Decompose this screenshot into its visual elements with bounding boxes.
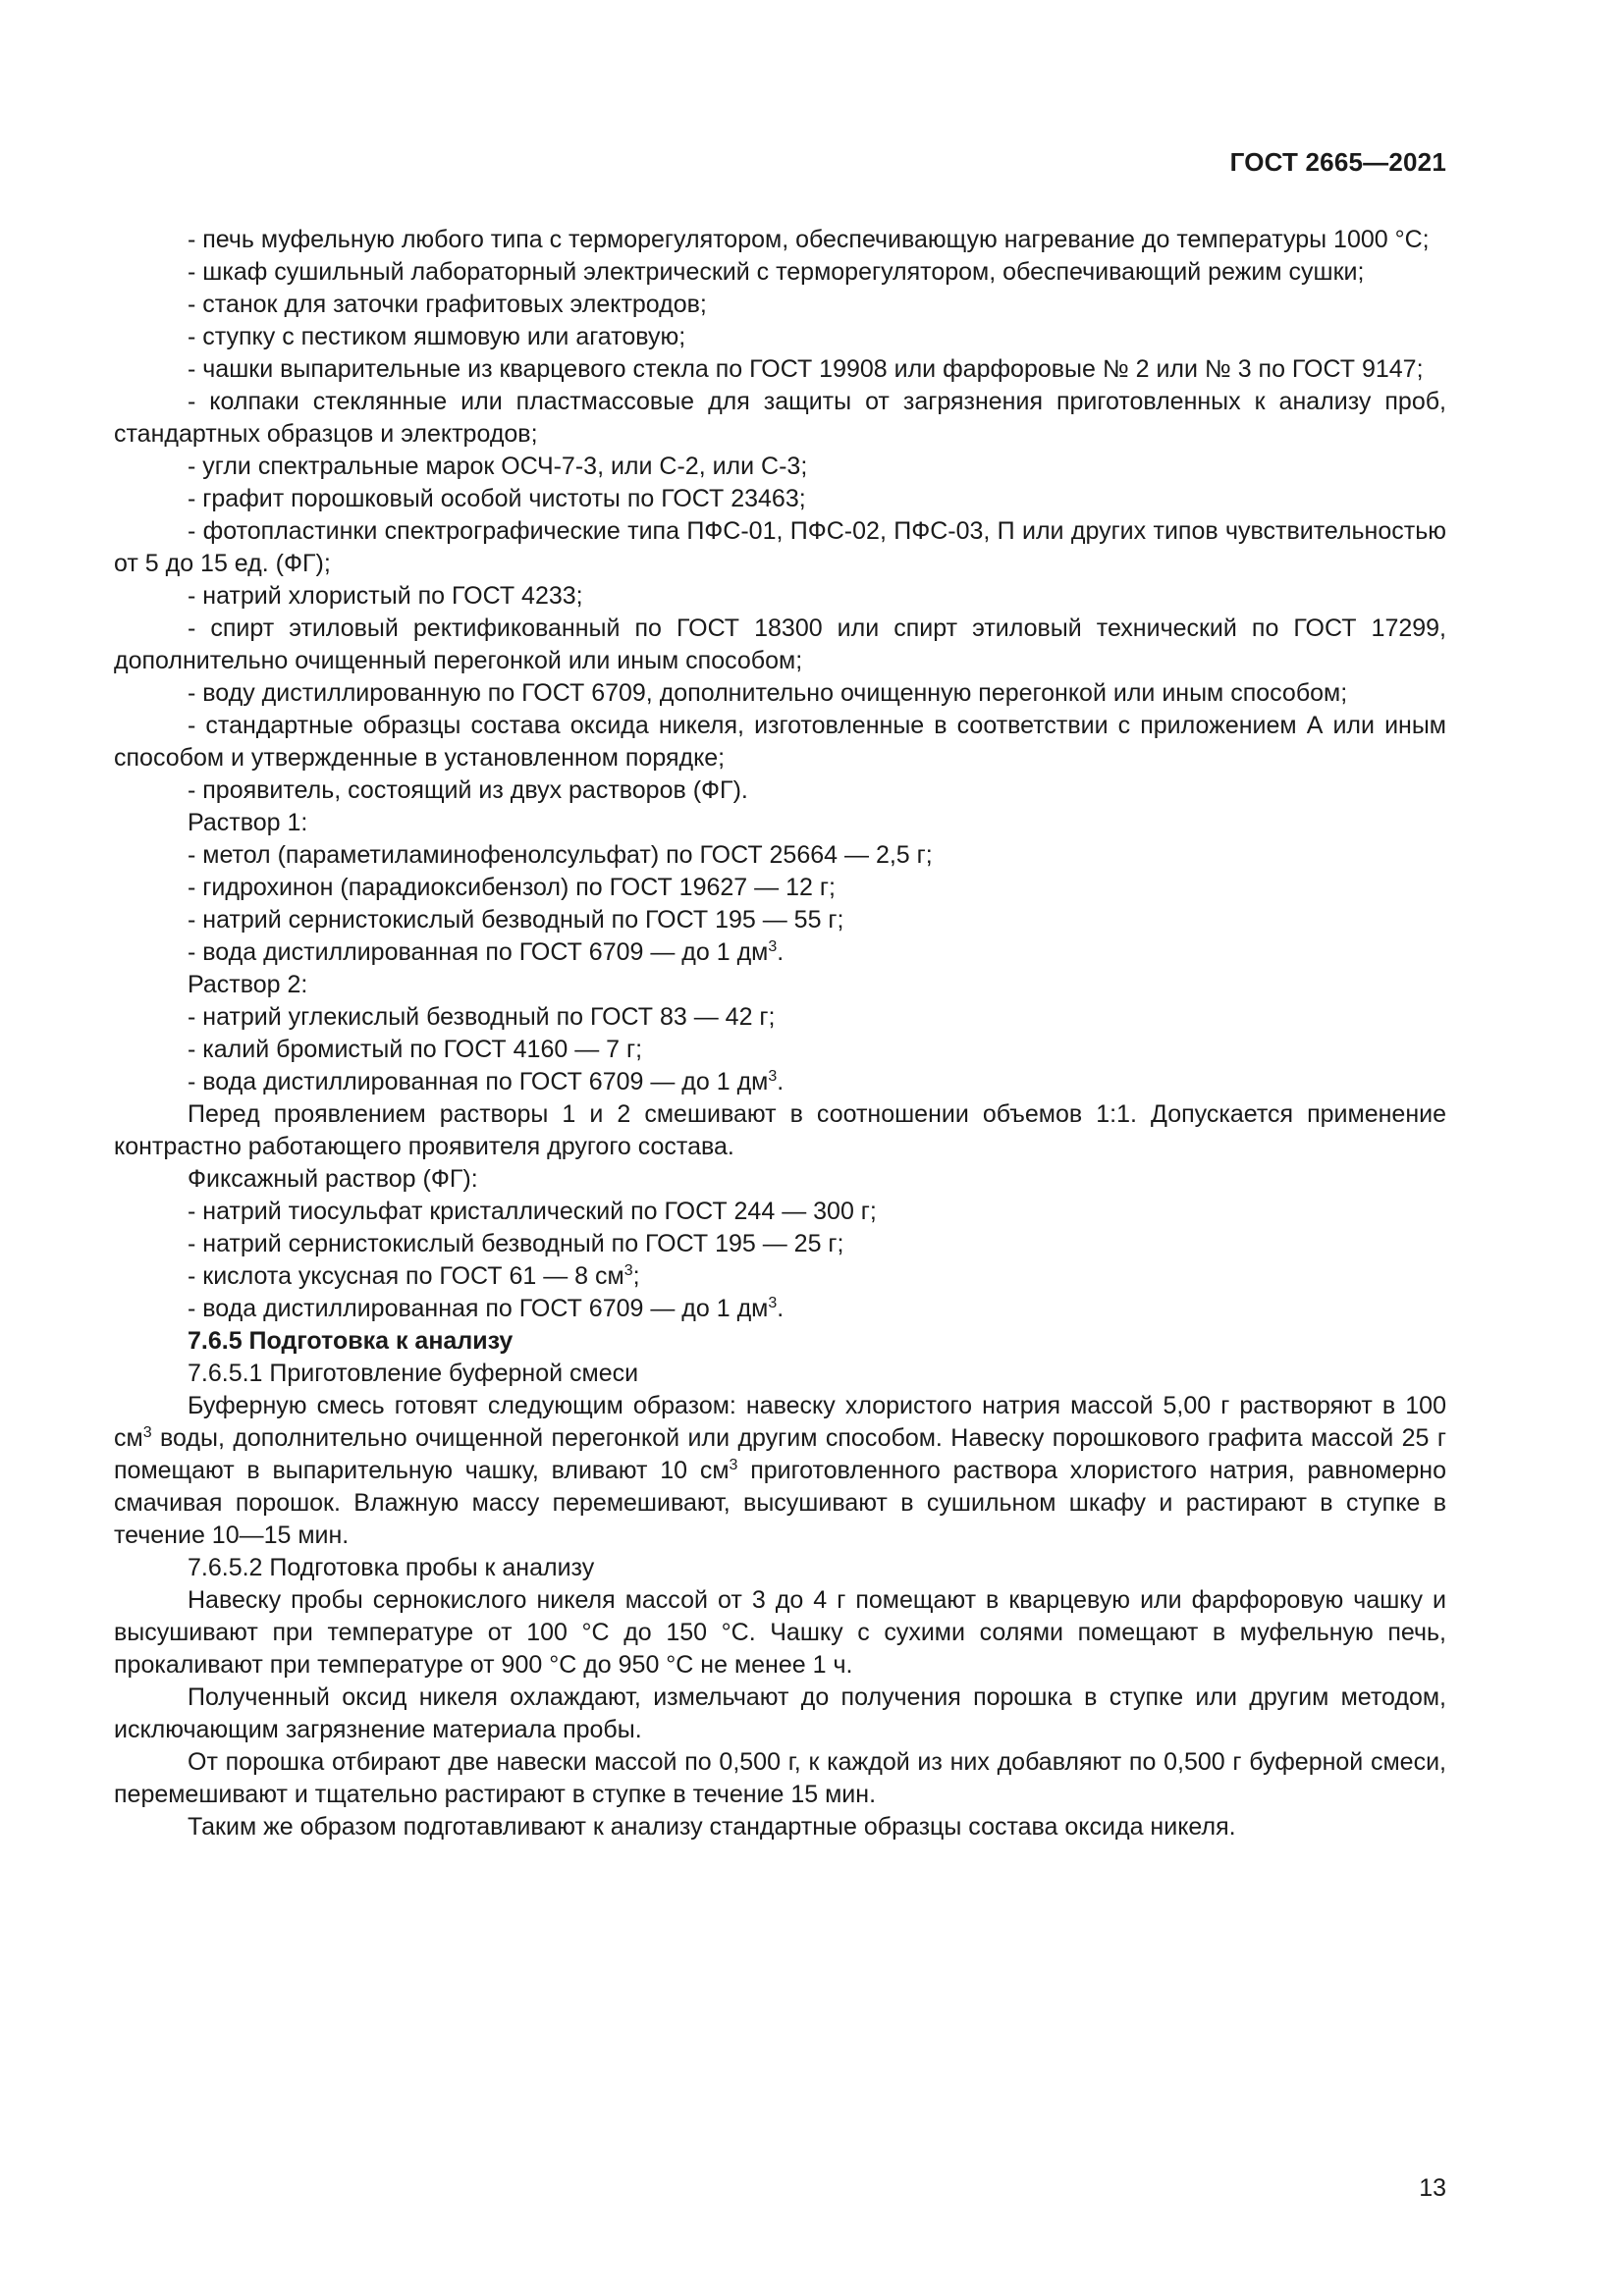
list-item: - натрий углекислый безводный по ГОСТ 83 — 42 г; [188, 1003, 776, 1031]
punctuation: . [777, 1068, 785, 1095]
list-item: - гидрохинон (парадиоксибензол) по ГОСТ 19627 — 12 г; [188, 874, 836, 901]
superscript: 3 [768, 938, 778, 955]
section-heading: 7.6.5 Подготовка к анализу [188, 1327, 514, 1355]
solution-heading: Раствор 1: [188, 809, 308, 836]
superscript: 3 [623, 1262, 633, 1279]
list-item [114, 1066, 1446, 1098]
text-run: Буферную смесь готовят следующим образом: навеску хлористого натрия массой 5,00 г растворяют в 100 см [114, 1392, 1446, 1452]
list-item: - воду дистиллированную по ГОСТ 6709, дополнительно очищенную перегонкой или иным способом; [188, 679, 1348, 707]
punctuation: ; [632, 1262, 640, 1290]
list-item: - угли спектральные марок ОСЧ-7-3, или С-2, или С-3; [188, 453, 808, 480]
list-item: - стандартные образцы состава оксида никеля, изготовленные в соответствии с приложением А или иным способом и утвержденные в установленном порядке; [114, 712, 1446, 772]
list-item: - калий бромистый по ГОСТ 4160 — 7 г; [188, 1036, 643, 1063]
superscript: 3 [768, 1068, 778, 1085]
list-item: - ступку с пестиком яшмовую или агатовую; [188, 323, 686, 350]
text-run: воды, дополнительно очищенной перегонкой или другим способом. Навеску порошкового графита массой 25 г помещают в выпарительную чашку, вливают 10 см [114, 1424, 1446, 1484]
page-number: 13 [1419, 2174, 1446, 2202]
list-item: - шкаф сушильный лабораторный электрический с терморегулятором, обеспечивающий режим сушки; [188, 258, 1365, 286]
list-item: - графит порошковый особой чистоты по ГОСТ 23463; [188, 485, 806, 512]
solution-heading: Фиксажный раствор (ФГ): [188, 1165, 478, 1193]
superscript: 3 [729, 1457, 738, 1473]
subsection-heading: 7.6.5.2 Подготовка пробы к анализу [188, 1554, 595, 1581]
paragraph: Перед проявлением растворы 1 и 2 смешивают в соотношении объемов 1:1. Допускается применение контрастно работающего проявителя другого состава. [114, 1100, 1446, 1160]
list-item: - натрий хлористый по ГОСТ 4233; [188, 582, 583, 610]
paragraph [114, 1390, 1446, 1552]
paragraph: Полученный оксид никеля охлаждают, измельчают до получения порошка в ступке или другим методом, исключающим загрязнение материала пробы. [114, 1683, 1446, 1743]
paragraph: Таким же образом подготавливают к анализу стандартные образцы состава оксида никеля. [188, 1813, 1236, 1841]
paragraph: Навеску пробы сернокислого никеля массой от 3 до 4 г помещают в кварцевую или фарфоровую чашку и высушивают при температуре от 100 °С до 150 °С. Чашку с сухими солями помещают в муфельную печь, прокаливают при температуре от 900 °С до 950 °С не менее 1 ч. [114, 1586, 1446, 1679]
subsection-heading: 7.6.5.1 Приготовление буферной смеси [188, 1360, 639, 1387]
list-item: - проявитель, состоящий из двух растворов (ФГ). [188, 776, 748, 804]
list-item: - фотопластинки спектрографические типа ПФС-01, ПФС-02, ПФС-03, П или других типов чувствительностью от 5 до 15 ед. (ФГ); [114, 517, 1446, 577]
list-item: - натрий сернистокислый безводный по ГОСТ 195 — 25 г; [188, 1230, 844, 1257]
item-text: - вода дистиллированная по ГОСТ 6709 — до 1 дм [188, 938, 769, 966]
page-body [114, 224, 1446, 1843]
list-item [114, 936, 1446, 969]
punctuation: . [777, 1295, 785, 1322]
list-item: - натрий тиосульфат кристаллический по ГОСТ 244 — 300 г; [188, 1198, 877, 1225]
list-item: - печь муфельную любого типа с терморегулятором, обеспечивающую нагревание до температуры 1000 °С; [188, 226, 1430, 253]
list-item: - спирт этиловый ректификованный по ГОСТ 18300 или спирт этиловый технический по ГОСТ 17299, дополнительно очищенный перегонкой или иным способом; [114, 614, 1446, 674]
list-item: - метол (параметиламинофенолсульфат) по ГОСТ 25664 — 2,5 г; [188, 841, 933, 869]
list-item: - натрий сернистокислый безводный по ГОСТ 195 — 55 г; [188, 906, 844, 934]
list-item: - колпаки стеклянные или пластмассовые для защиты от загрязнения приготовленных к анализу проб, стандартных образцов и электродов; [114, 388, 1446, 448]
list-item: - чашки выпарительные из кварцевого стекла по ГОСТ 19908 или фарфоровые № 2 или № 3 по ГОСТ 9147; [188, 355, 1424, 383]
superscript: 3 [142, 1424, 152, 1441]
list-item: - станок для заточки графитовых электродов; [188, 291, 707, 318]
paragraph: От порошка отбирают две навески массой по 0,500 г, к каждой из них добавляют по 0,500 г буферной смеси, перемешивают и тщательно растирают в ступке в течение 15 мин. [114, 1748, 1446, 1808]
item-text: - вода дистиллированная по ГОСТ 6709 — до 1 дм [188, 1295, 769, 1322]
text-run: приготовленного раствора хлористого натрия, равномерно смачивая порошок. Влажную массу перемешивают, высушивают в сушильном шкафу и растирают в ступке в течение 10—15 мин. [114, 1457, 1447, 1549]
list-item [114, 1293, 1446, 1325]
item-text: - вода дистиллированная по ГОСТ 6709 — до 1 дм [188, 1068, 769, 1095]
list-item [114, 1260, 1446, 1293]
punctuation: . [777, 938, 785, 966]
superscript: 3 [768, 1295, 778, 1311]
item-text: - кислота уксусная по ГОСТ 61 — 8 см [188, 1262, 624, 1290]
solution-heading: Раствор 2: [188, 971, 308, 998]
document-header: ГОСТ 2665—2021 [1229, 147, 1446, 177]
